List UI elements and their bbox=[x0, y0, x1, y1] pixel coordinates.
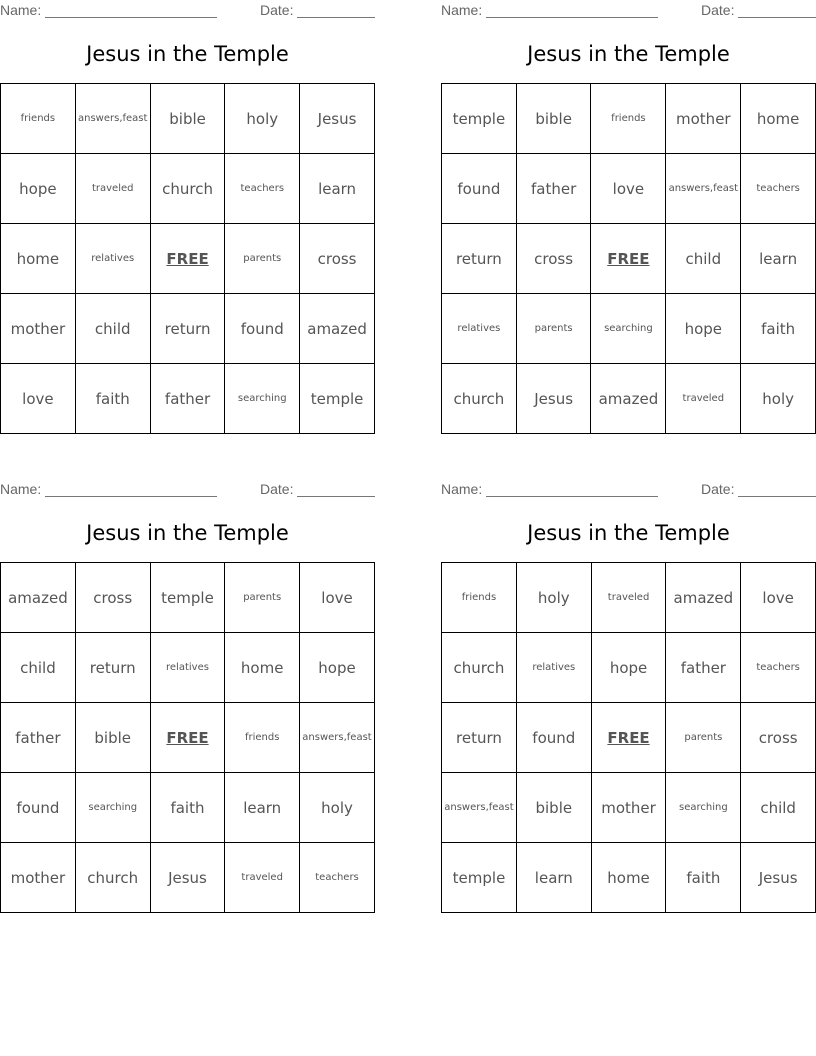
free-space: FREE bbox=[150, 703, 225, 773]
bingo-cell: church bbox=[442, 633, 517, 703]
name-label: Name: bbox=[0, 2, 42, 18]
bingo-cell: father bbox=[666, 633, 741, 703]
bingo-cell: holy bbox=[516, 563, 591, 633]
name-label: Name: bbox=[441, 481, 483, 497]
bingo-cell: relatives bbox=[150, 633, 225, 703]
name-date-header bbox=[0, 0, 375, 22]
bingo-cell: love bbox=[300, 563, 375, 633]
bingo-row bbox=[442, 154, 816, 224]
bingo-cell: holy bbox=[741, 364, 816, 434]
bingo-cell: temple bbox=[442, 843, 517, 913]
bingo-cell: learn bbox=[300, 154, 375, 224]
bingo-cell: mother bbox=[1, 294, 76, 364]
bingo-cell: hope bbox=[1, 154, 76, 224]
bingo-cell: bible bbox=[516, 773, 591, 843]
card-title: Jesus in the Temple bbox=[527, 42, 730, 66]
bingo-cell: hope bbox=[591, 633, 666, 703]
bingo-cell: child bbox=[666, 224, 741, 294]
bingo-cell: hope bbox=[300, 633, 375, 703]
bingo-cell: Jesus bbox=[300, 84, 375, 154]
bingo-cell: friends bbox=[225, 703, 300, 773]
date-line bbox=[297, 17, 375, 18]
bingo-grid bbox=[0, 562, 375, 913]
bingo-row bbox=[1, 563, 375, 633]
bingo-cell: answers,feast bbox=[442, 773, 517, 843]
bingo-row bbox=[1, 364, 375, 434]
bingo-cell: parents bbox=[225, 224, 300, 294]
bingo-cell: answers,feast bbox=[75, 84, 150, 154]
bingo-cell: father bbox=[516, 154, 591, 224]
card-title: Jesus in the Temple bbox=[86, 521, 289, 545]
bingo-cell: holy bbox=[225, 84, 300, 154]
bingo-row bbox=[442, 294, 816, 364]
bingo-cell: searching bbox=[75, 773, 150, 843]
bingo-cell: mother bbox=[1, 843, 76, 913]
bingo-cell: cross bbox=[75, 563, 150, 633]
bingo-grid bbox=[441, 83, 816, 434]
bingo-cell: learn bbox=[516, 843, 591, 913]
bingo-cell: cross bbox=[300, 224, 375, 294]
bingo-row bbox=[442, 224, 816, 294]
date-label: Date: bbox=[260, 2, 294, 18]
bingo-row bbox=[1, 154, 375, 224]
bingo-cell: teachers bbox=[300, 843, 375, 913]
bingo-cell: learn bbox=[741, 224, 816, 294]
card-title: Jesus in the Temple bbox=[86, 42, 289, 66]
bingo-cell: child bbox=[75, 294, 150, 364]
bingo-cell: parents bbox=[666, 703, 741, 773]
bingo-cell: teachers bbox=[741, 633, 816, 703]
bingo-cell: relatives bbox=[75, 224, 150, 294]
date-line bbox=[297, 496, 375, 497]
bingo-cell: mother bbox=[591, 773, 666, 843]
bingo-cell: parents bbox=[516, 294, 591, 364]
bingo-row bbox=[442, 843, 816, 913]
bingo-cell: searching bbox=[225, 364, 300, 434]
bingo-cell: amazed bbox=[300, 294, 375, 364]
bingo-cell: answers,feast bbox=[300, 703, 375, 773]
bingo-cell: child bbox=[741, 773, 816, 843]
bingo-cell: child bbox=[1, 633, 76, 703]
name-line bbox=[486, 17, 658, 18]
bingo-cell: hope bbox=[666, 294, 741, 364]
bingo-cell: church bbox=[150, 154, 225, 224]
name-label: Name: bbox=[0, 481, 42, 497]
bingo-cell: mother bbox=[666, 84, 741, 154]
bingo-cell: love bbox=[1, 364, 76, 434]
bingo-cell: relatives bbox=[516, 633, 591, 703]
name-line bbox=[45, 17, 217, 18]
bingo-cell: Jesus bbox=[741, 843, 816, 913]
bingo-cell: holy bbox=[300, 773, 375, 843]
bingo-cell: faith bbox=[666, 843, 741, 913]
bingo-row bbox=[442, 364, 816, 434]
bingo-cell: faith bbox=[150, 773, 225, 843]
bingo-cell: friends bbox=[1, 84, 76, 154]
bingo-cell: home bbox=[591, 843, 666, 913]
bingo-cell: parents bbox=[225, 563, 300, 633]
bingo-cell: love bbox=[591, 154, 666, 224]
date-label: Date: bbox=[260, 481, 294, 497]
date-line bbox=[738, 17, 816, 18]
bingo-cell: bible bbox=[150, 84, 225, 154]
bingo-cell: answers,feast bbox=[666, 154, 741, 224]
bingo-cell: found bbox=[516, 703, 591, 773]
name-date-header bbox=[441, 0, 816, 22]
bingo-cell: found bbox=[442, 154, 517, 224]
bingo-cell: father bbox=[1, 703, 76, 773]
free-space: FREE bbox=[591, 224, 666, 294]
bingo-cell: Jesus bbox=[516, 364, 591, 434]
bingo-cell: return bbox=[150, 294, 225, 364]
bingo-cell: found bbox=[225, 294, 300, 364]
bingo-cell: return bbox=[442, 224, 517, 294]
bingo-cell: found bbox=[1, 773, 76, 843]
bingo-row bbox=[1, 84, 375, 154]
bingo-row bbox=[442, 633, 816, 703]
bingo-cell: searching bbox=[591, 294, 666, 364]
bingo-cell: church bbox=[442, 364, 517, 434]
bingo-cell: traveled bbox=[591, 563, 666, 633]
bingo-row bbox=[1, 703, 375, 773]
bingo-cell: cross bbox=[741, 703, 816, 773]
bingo-cell: home bbox=[741, 84, 816, 154]
bingo-cell: home bbox=[1, 224, 76, 294]
bingo-grid bbox=[0, 83, 375, 434]
name-date-header bbox=[441, 479, 816, 501]
bingo-cell: temple bbox=[300, 364, 375, 434]
bingo-cell: temple bbox=[442, 84, 517, 154]
name-line bbox=[486, 496, 658, 497]
bingo-cell: temple bbox=[150, 563, 225, 633]
bingo-cell: church bbox=[75, 843, 150, 913]
bingo-cell: friends bbox=[591, 84, 666, 154]
bingo-row bbox=[1, 224, 375, 294]
bingo-row bbox=[442, 84, 816, 154]
bingo-cell: return bbox=[75, 633, 150, 703]
bingo-cell: amazed bbox=[1, 563, 76, 633]
bingo-grid bbox=[441, 562, 816, 913]
bingo-cell: home bbox=[225, 633, 300, 703]
bingo-cell: traveled bbox=[666, 364, 741, 434]
bingo-cell: cross bbox=[516, 224, 591, 294]
card-title: Jesus in the Temple bbox=[527, 521, 730, 545]
bingo-cell: traveled bbox=[75, 154, 150, 224]
bingo-row bbox=[1, 633, 375, 703]
name-date-header bbox=[0, 479, 375, 501]
bingo-cell: Jesus bbox=[150, 843, 225, 913]
bingo-cell: relatives bbox=[442, 294, 517, 364]
free-space: FREE bbox=[591, 703, 666, 773]
bingo-cell: amazed bbox=[666, 563, 741, 633]
bingo-row bbox=[442, 563, 816, 633]
bingo-cell: amazed bbox=[591, 364, 666, 434]
bingo-cell: teachers bbox=[225, 154, 300, 224]
name-label: Name: bbox=[441, 2, 483, 18]
bingo-cell: learn bbox=[225, 773, 300, 843]
bingo-cell: traveled bbox=[225, 843, 300, 913]
bingo-cell: friends bbox=[442, 563, 517, 633]
bingo-row bbox=[1, 843, 375, 913]
bingo-cell: return bbox=[442, 703, 517, 773]
bingo-cell: bible bbox=[516, 84, 591, 154]
bingo-cell: bible bbox=[75, 703, 150, 773]
name-line bbox=[45, 496, 217, 497]
bingo-cell: father bbox=[150, 364, 225, 434]
date-label: Date: bbox=[701, 481, 735, 497]
bingo-row bbox=[442, 703, 816, 773]
bingo-cell: faith bbox=[75, 364, 150, 434]
free-space: FREE bbox=[150, 224, 225, 294]
bingo-cell: teachers bbox=[741, 154, 816, 224]
date-label: Date: bbox=[701, 2, 735, 18]
bingo-cell: faith bbox=[741, 294, 816, 364]
bingo-row bbox=[1, 773, 375, 843]
bingo-cell: love bbox=[741, 563, 816, 633]
date-line bbox=[738, 496, 816, 497]
bingo-cell: searching bbox=[666, 773, 741, 843]
bingo-row bbox=[1, 294, 375, 364]
bingo-row bbox=[442, 773, 816, 843]
